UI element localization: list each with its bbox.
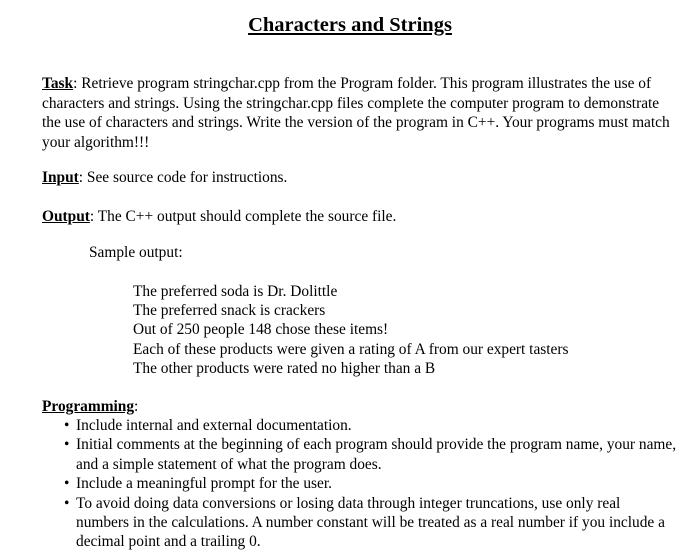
bullet-item <box>52 474 677 493</box>
output-text: : The C++ output should complete the source file. <box>89 208 397 225</box>
bullet-icon: • <box>64 494 70 512</box>
sample-output-line: Each of these products were given a rating of A from our expert tasters <box>133 340 569 358</box>
bullet-text: To avoid doing data conversions or losing data through integer truncations, use only real numbers in the calculations. A number constant will be treated as a real number if you include a decimal point and a trailing 0. <box>76 494 665 551</box>
bullet-item <box>52 494 677 552</box>
sample-output-line: The other products were rated no higher than a B <box>133 359 436 377</box>
input-paragraph <box>42 168 672 188</box>
bullet-icon: • <box>64 417 70 434</box>
programming-label: Programming <box>42 398 135 415</box>
sample-output-line: Out of 250 people 148 chose these items! <box>133 321 389 339</box>
input-text: : See source code for instructions. <box>78 169 288 186</box>
output-paragraph <box>42 207 672 227</box>
output-label: Output <box>42 208 90 225</box>
bullet-icon: • <box>64 475 70 493</box>
task-text: : Retrieve program stringchar.cpp from the Program folder. This program illustrates the use of characters and strings. Using the stringchar.cpp files complete the computer program to demonstrate the use of characters and strings. Write the version of the program in C++. Your programs must match your algorithm!!! <box>42 75 670 151</box>
sample-output-line: The preferred soda is Dr. Dolittle <box>133 283 338 300</box>
document-title: Characters and Strings <box>248 14 452 36</box>
sample-output-line: The preferred snack is crackers <box>133 302 326 320</box>
bullet-icon: • <box>64 436 70 454</box>
sample-output-heading: Sample output: <box>89 244 183 261</box>
bullet-item <box>52 435 677 474</box>
sample-output-block <box>133 282 673 378</box>
bullet-item <box>52 416 677 435</box>
bullet-text: Include a meaningful prompt for the user. <box>76 475 333 493</box>
task-paragraph <box>42 74 672 152</box>
input-label: Input <box>42 169 79 186</box>
programming-colon: : <box>134 398 139 415</box>
programming-bullet-list <box>52 416 677 552</box>
programming-heading <box>42 397 672 417</box>
task-label: Task <box>42 75 74 92</box>
bullet-text: Include internal and external documentation. <box>76 417 352 434</box>
bullet-text: Initial comments at the beginning of each program should provide the program name, your name, and a simple statement of what the program does. <box>76 436 677 473</box>
